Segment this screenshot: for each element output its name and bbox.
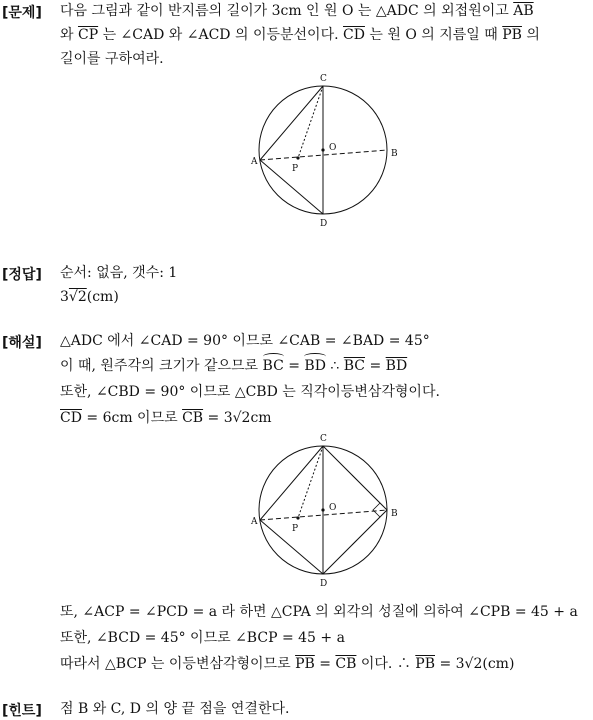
problem-tag: [문제] bbox=[2, 5, 42, 21]
solution-line-2: 이 때, 원주각의 크기가 같으므로 BC = BD ∴ $\overline{BC} = \overline{BD}$ bbox=[60, 358, 408, 374]
hint-line-1: 점 B 와 C, D 의 양 끝 점을 연결한다. bbox=[60, 701, 290, 717]
solution-line-5: 또, ∠ACP = ∠PCD = a 라 하면 △CPA 의 외각의 성질에 의하여 ∠CPB = 45 + a bbox=[60, 604, 578, 620]
problem-line-3: 길이를 구하여라. bbox=[60, 51, 164, 67]
segment-ac bbox=[260, 86, 323, 160]
point-p bbox=[296, 516, 299, 519]
point-o bbox=[321, 508, 324, 511]
label-b: B bbox=[391, 509, 398, 519]
solution-tag: [해설] bbox=[2, 335, 42, 351]
problem-line-1: 다음 그림과 같이 반지름의 길이가 3cm 인 원 O 는 △ADC 의 외접원이고 $\overline{AB}$ bbox=[60, 3, 534, 19]
label-c: C bbox=[320, 434, 327, 444]
figure-2-diagram bbox=[250, 428, 410, 588]
point-p bbox=[296, 156, 299, 159]
solution-line-7: 따라서 △BCP 는 이등변삼각형이므로 $\overline{PB} = \overline{CB}$ 이다. ∴ $\overline{PB} = 3√2(cm)$ bbox=[60, 656, 515, 672]
label-d: D bbox=[320, 219, 328, 229]
label-p: P bbox=[292, 164, 299, 174]
problem-line-2: 와 $\overline{CP}$ 는 ∠CAD 와 ∠ACD 의 이등분선이다. $\overline{CD}$ 는 원 O 의 지름일 때 $\overline{PB}$ 의 bbox=[60, 27, 540, 43]
answer-tag: [정답] bbox=[2, 267, 42, 283]
solution-line-4: $\overline{CD} = 6cm$ 이므로 $\overline{CB} = 3√2cm$ bbox=[60, 410, 272, 426]
answer-line-2: 3√2(cm) bbox=[60, 289, 119, 305]
segment-cp bbox=[298, 446, 323, 518]
hint-tag: [힌트] bbox=[2, 703, 42, 719]
label-a: A bbox=[251, 517, 258, 527]
tick-mark-cb bbox=[352, 475, 357, 480]
solution-line-1: △ADC 에서 ∠CAD = 90° 이므로 ∠CAB = ∠BAD = 45° bbox=[60, 333, 430, 349]
answer-line-1: 순서: 없음, 갯수: 1 bbox=[60, 265, 178, 281]
label-p: P bbox=[292, 524, 299, 534]
tick-mark-db bbox=[352, 540, 357, 545]
solution-line-3: 또한, ∠CBD = 90° 이므로 △CBD 는 직각이등변삼각형이다. bbox=[60, 384, 440, 400]
solution-line-6: 또한, ∠BCD = 45° 이므로 ∠BCP = 45 + a bbox=[60, 630, 345, 646]
label-o: O bbox=[329, 503, 337, 513]
label-a: A bbox=[251, 157, 258, 167]
segment-ac bbox=[260, 446, 323, 520]
segment-cp bbox=[298, 86, 323, 158]
figure-1-diagram bbox=[250, 70, 410, 230]
point-o bbox=[321, 148, 324, 151]
label-b: B bbox=[391, 149, 398, 159]
label-c: C bbox=[320, 74, 327, 84]
label-o: O bbox=[329, 143, 337, 153]
right-angle-mark bbox=[373, 503, 380, 517]
label-d: D bbox=[320, 579, 328, 588]
